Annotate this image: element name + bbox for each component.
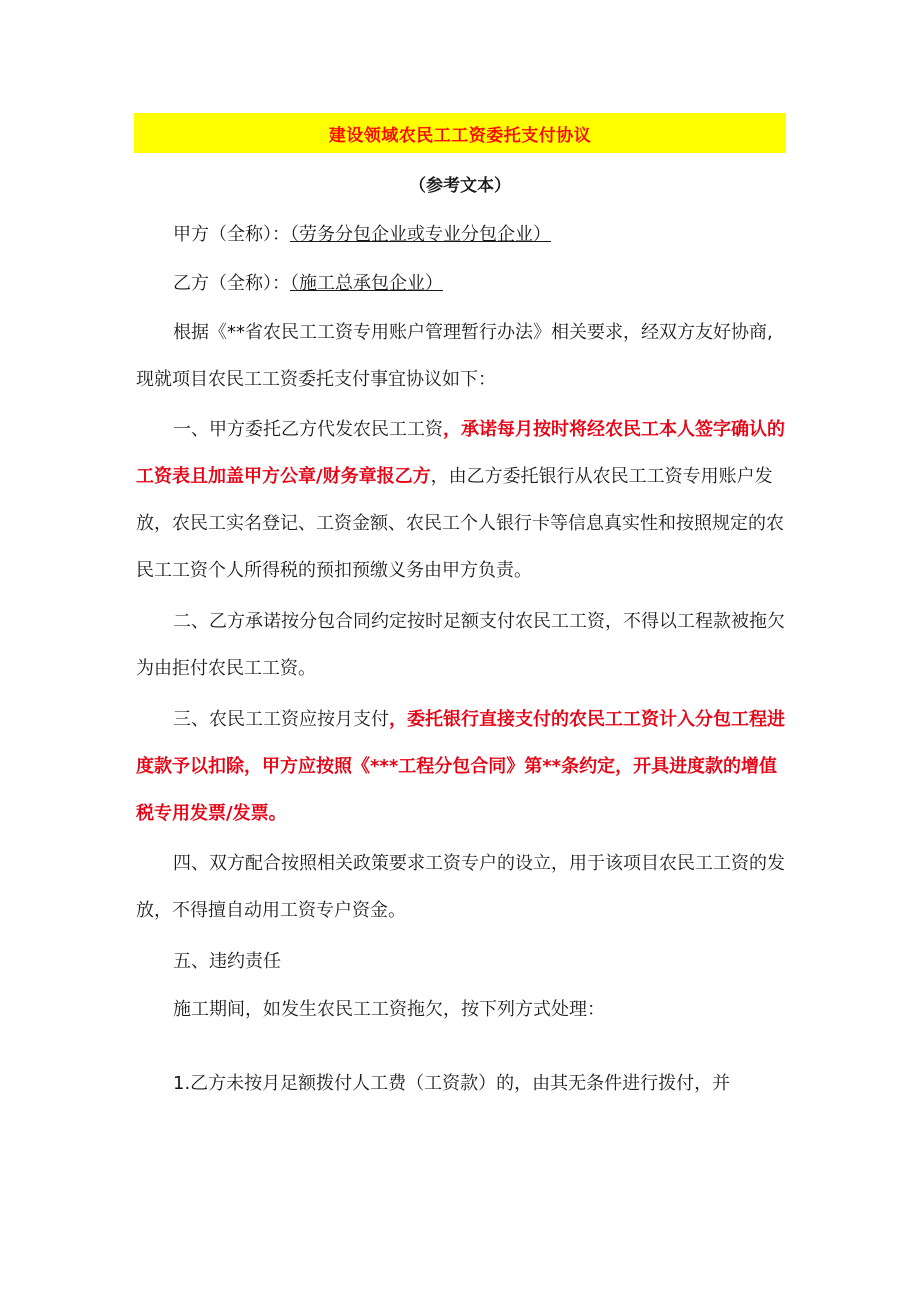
party-b-line — [136, 260, 786, 307]
intro-paragraph: 根据《**省农民工工资专用账户管理暂行办法》相关要求，经双方友好协商,现就项目农民工工资委托支付事宜协议如下： — [136, 322, 773, 390]
clause-5-intro: 施工期间，如发生农民工工资拖欠，按下列方式处理： — [173, 999, 605, 1020]
clause-2-paragraph: 二、乙方承诺按分包合同约定按时足额支付农民工工资，不得以工程款被拖欠为由拒付农民工工资。 — [136, 611, 785, 679]
document-subtitle: （参考文本） — [409, 176, 511, 196]
document-title: 建设领域农民工工资委托支付协议 — [328, 125, 592, 146]
clause-1-highlight: ，承诺每月按时将经农民工本人签字确认的工资表且加盖甲方公章/财务章报乙方 — [136, 419, 785, 487]
clause-3-highlight: ，委托银行直接支付的农民工工资计入分包工程进度款予以扣除，甲方应按照《***工程分包合同》第**条约定，开具进度款的增值税专用发票/发票。 — [136, 709, 785, 824]
clause-5-item-1: 1.乙方未按月足额拨付人工费（工资款）的，由其无条件进行拨付，并 — [173, 1073, 731, 1094]
clause-4-paragraph: 四、双方配合按照相关政策要求工资专户的设立，用于该项目农民工工资的发放，不得擅自动用工资专户资金。 — [136, 853, 785, 921]
party-a-value: （劳务分包企业或专业分包企业） — [290, 224, 551, 245]
clause-3-paragraph — [136, 696, 786, 837]
party-a-line — [136, 211, 786, 258]
party-a-label: 甲方（全称）： — [173, 224, 290, 245]
clause-3-text-start: 三、农民工工资应按月支付 — [173, 709, 389, 730]
title-highlight-bar — [134, 113, 786, 153]
party-b-label: 乙方（全称）： — [173, 273, 290, 294]
clause-1-text-start: 一、甲方委托乙方代发农民工工资 — [173, 419, 443, 440]
party-b-value: （施工总承包企业） — [290, 273, 443, 294]
clause-5-heading: 五、违约责任 — [173, 951, 281, 972]
clause-1-paragraph — [136, 406, 786, 594]
clause-1-text-end: ，由乙方委托银行从农民工工资专用账户发放，农民工实名登记、工资金额、农民工个人银行卡等信息真实性和按照规定的农民工工资个人所得税的预扣预缴义务由甲方负责。 — [136, 466, 784, 581]
